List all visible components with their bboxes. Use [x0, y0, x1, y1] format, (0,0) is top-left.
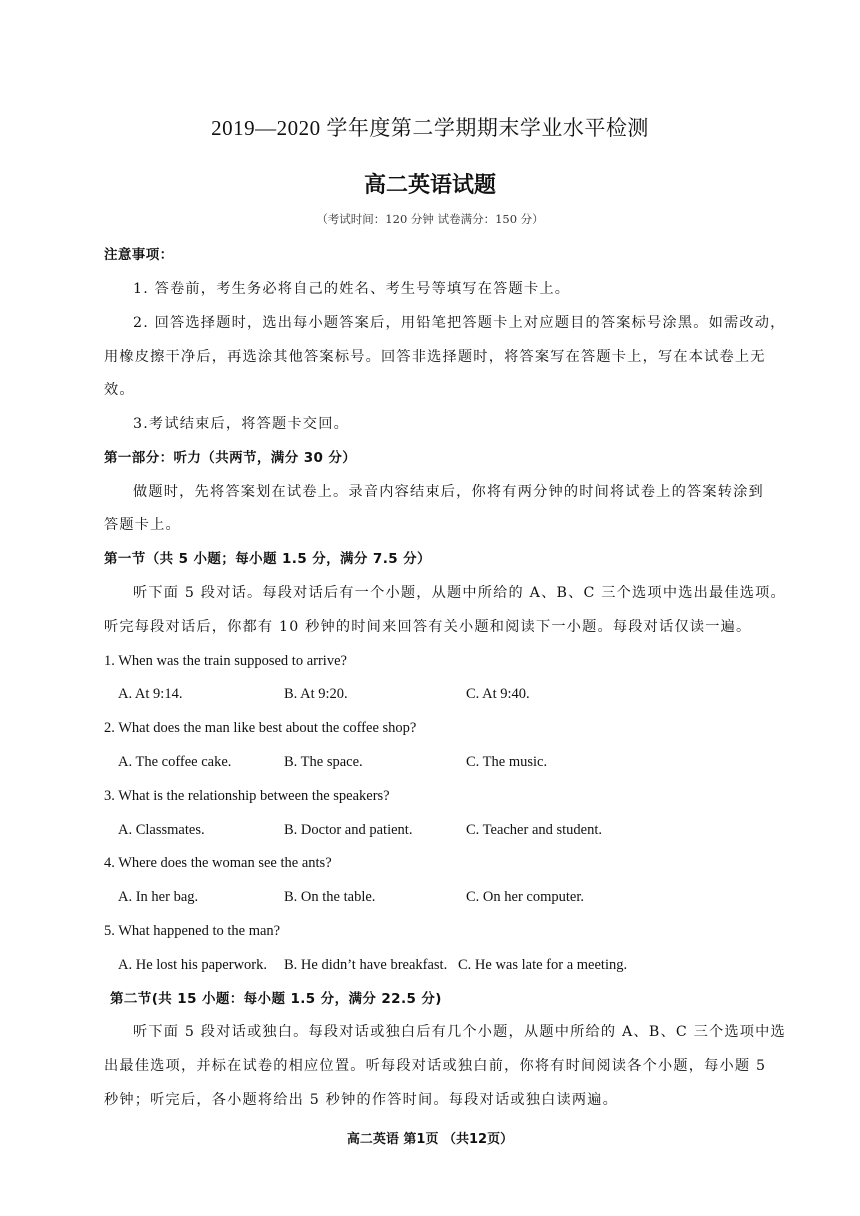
notes-item-3: 3.考试结束后，将答题卡交回。 [133, 416, 349, 432]
question-5-option-a: A. He lost his paperwork. [118, 957, 268, 973]
question-2-option-a: A. The coffee cake. [118, 754, 232, 770]
question-3-option-a: A. Classmates. [118, 822, 205, 838]
question-5: 5. What happened to the man? [104, 923, 281, 939]
section2-intro-line-1: 听下面 5 段对话或独白。每段对话或独白后有几个小题，从题中所给的 A、B、C 三个选项中选 [133, 1024, 786, 1040]
question-4-option-b: B. On the table. [284, 889, 376, 905]
exam-info: （考试时间：120 分钟 试卷满分：150 分） [316, 212, 544, 226]
section1-heading: 第一节（共 5 小题；每小题 1.5 分，满分 7.5 分） [104, 551, 431, 567]
question-3-option-c: C. Teacher and student. [466, 822, 603, 838]
section2-heading: 第二节(共 15 小题：每小题 1.5 分，满分 22.5 分) [110, 991, 442, 1007]
section2-intro-line-3: 秒钟；听完后，各小题将给出 5 秒钟的作答时间。每段对话或独白读两遍。 [104, 1092, 619, 1108]
question-1-option-c: C. At 9:40. [466, 686, 530, 702]
notes-item-2-line-2: 用橡皮擦干净后，再选涂其他答案标号。回答非选择题时，将答案写在答题卡上，写在本试卷上无 [104, 349, 766, 365]
question-2-option-b: B. The space. [284, 754, 363, 770]
part1-intro-line-2: 答题卡上。 [104, 517, 181, 533]
question-1-option-a: A. At 9:14. [118, 686, 183, 702]
part1-intro-line-1: 做题时，先将答案划在试卷上。录音内容结束后，你将有两分钟的时间将试卷上的答案转涂到 [133, 484, 764, 500]
exam-title: 2019—2020 学年度第二学期期末学业水平检测 [211, 116, 649, 140]
question-3-option-b: B. Doctor and patient. [284, 822, 413, 838]
question-5-option-b: B. He didn’t have breakfast. [284, 957, 448, 973]
question-5-option-c: C. He was late for a meeting. [458, 957, 628, 973]
question-1: 1. When was the train supposed to arrive? [104, 653, 347, 669]
section1-intro-line-1: 听下面 5 段对话。每段对话后有一个小题，从题中所给的 A、B、C 三个选项中选出最佳选项。 [133, 585, 786, 601]
section1-intro-line-2: 听完每段对话后，你都有 10 秒钟的时间来回答有关小题和阅读下一小题。每段对话仅读一遍。 [104, 619, 752, 635]
question-2-option-c: C. The music. [466, 754, 548, 770]
notes-item-1: 1. 答卷前，考生务必将自己的姓名、考生号等填写在答题卡上。 [133, 281, 571, 297]
notes-item-2-line-1: 2. 回答选择题时，选出每小题答案后，用铅笔把答题卡上对应题目的答案标号涂黑。如需改动， [133, 315, 786, 331]
question-1-option-b: B. At 9:20. [284, 686, 348, 702]
question-4-option-a: A. In her bag. [118, 889, 199, 905]
notes-heading: 注意事项： [104, 247, 174, 263]
question-4-option-c: C. On her computer. [466, 889, 584, 905]
part1-heading: 第一部分：听力（共两节，满分 30 分） [104, 450, 357, 466]
question-4: 4. Where does the woman see the ants? [104, 855, 332, 871]
notes-item-2-line-3: 效。 [104, 382, 135, 398]
question-3: 3. What is the relationship between the speakers? [104, 788, 390, 804]
section2-intro-line-2: 出最佳选项，并标在试卷的相应位置。听每段对话或独白前，你将有时间阅读各个小题，每小题 5 [104, 1058, 767, 1074]
question-2: 2. What does the man like best about the coffee shop? [104, 720, 417, 736]
page-footer: 高二英语 第1页 （共12页） [346, 1132, 514, 1147]
exam-subtitle: 高二英语试题 [363, 173, 496, 198]
